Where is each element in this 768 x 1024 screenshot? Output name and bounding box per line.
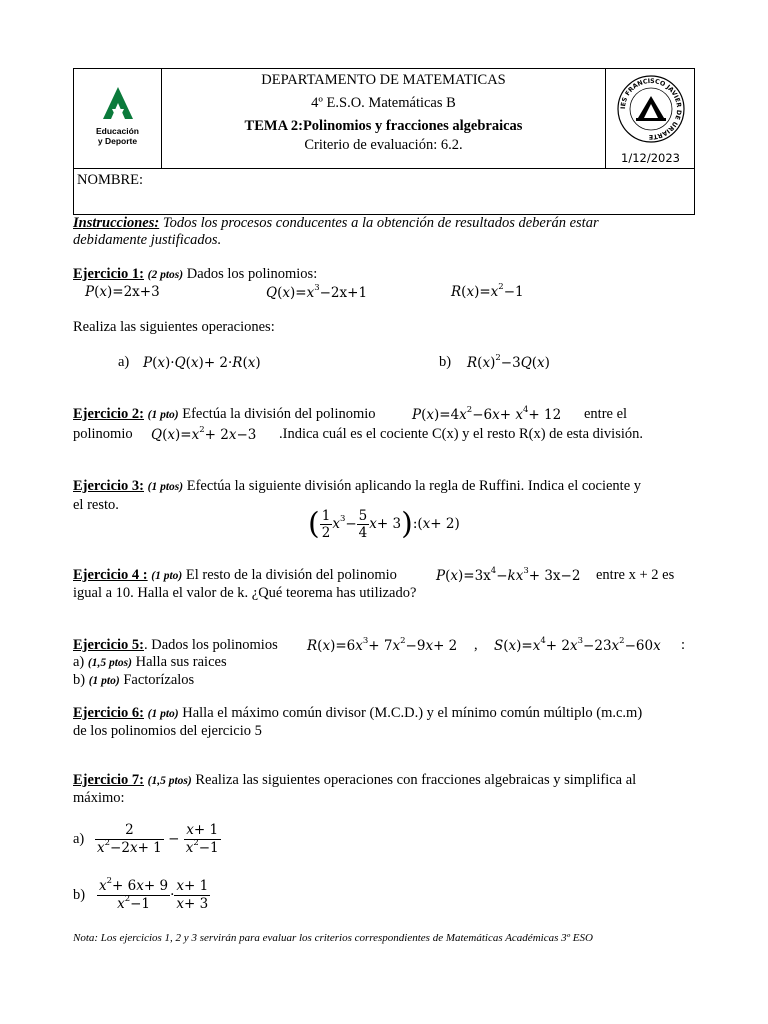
ex7-a-label: a) [73,831,85,847]
instructions [73,215,713,249]
ex7-b-expr: $\frac{x^2+ 6x+ 9}{x^2-1}$ · $\frac{x+ 1}{x+ 3}$ [99,876,209,912]
ex7-text1: Realiza las siguientes operaciones con fracciones algebraicas y simplifica al [191,772,637,788]
ex6-title: Ejercicio 6: [73,705,144,721]
poly-q: $Q(x)=x^3-2x+1$ [266,283,368,301]
logo-line1: Educación [96,126,139,136]
ex2-text3: polinomio [73,426,133,442]
ex1-ops-text: Realiza las siguientes operaciones: [73,319,275,335]
ex2-text4: .Indica cuál es el cociente C(x) y el resto R(x) de esta división. [279,426,643,442]
ex1-text: Dados los polinomios: [183,266,318,282]
ex4-points: (1 pto) [151,570,183,582]
ex2-poly-p: $P(x)=4x^2-6x+ x^4+ 12$ [412,405,562,423]
ex1-heading [73,266,317,283]
junta-logo-icon [103,87,133,119]
ex1-b-label: b) [439,354,452,370]
ex5-a-label: a) [73,654,85,670]
ex1-b-expr: $R(x)^2-3Q(x)$ [467,353,550,371]
divider [74,168,694,169]
ex6-text [73,705,642,740]
ex2-text2: entre el [584,406,628,422]
ex5-end: : [681,637,686,653]
ex1-points: (2 ptos) [147,269,184,281]
topic-title: TEMA 2:Polinomios y fracciones algebraicas [244,118,523,134]
ex2-points: (1 pto) [147,409,179,421]
ex3-title: Ejercicio 3: [73,478,144,494]
junta-logo [74,87,161,146]
course-title: 4º E.S.O. Matemáticas B [311,95,456,111]
ex6-text1: Halla el máximo común divisor (M.C.D.) y el mínimo común múltiplo (m.c.m) [178,705,643,721]
instructions-text2: debidamente justificados. [73,232,222,248]
ex6-points: (1 pto) [147,708,179,720]
ex7-b-label: b) [73,887,86,903]
seal-text: IES FRANCISCO JAVIER DE URIARTE [619,77,682,141]
ex2-text1: Efectúa la división del polinomio [178,406,376,422]
school-seal [606,74,695,149]
ex5-a-text: Halla sus raices [131,654,227,670]
ex3-text2: el resto. [73,497,119,513]
ex4-text3: igual a 10. Halla el valor de k. ¿Qué teorema has utilizado? [73,585,417,601]
ex4-line1 [73,567,397,584]
ex1-title: Ejercicio 1: [73,266,144,282]
instructions-text: Todos los procesos conducentes a la obtención de resultados deberán estar [159,215,599,231]
ex5-b-points: (1 pto) [88,675,120,687]
ex7-text2: máximo: [73,790,125,806]
ex4-text2: entre x + 2 es [596,567,675,583]
ex7-text [73,772,693,807]
ex5-a-points: (1,5 ptos) [87,657,132,669]
ex4-text1: El resto de la división del polinomio [182,567,397,583]
ex5-poly-s: $S(x)=x^4+ 2x^3-23x^2-60x$ [494,636,661,654]
poly-p: P(x)=2x+3 [85,284,160,300]
ex3-points: (1 ptos) [147,481,184,493]
ex2-poly-q: $Q(x)=x^2+ 2x-3$ [151,425,257,443]
ex7-points: (1,5 ptos) [147,775,192,787]
ex3-text1: Efectúa la siguiente división aplicando la regla de Ruffini. Indica el cociente y [183,478,642,494]
ex4-poly: $P(x)=3x^4-kx^3+ 3x-2$ [436,566,581,584]
date-label: 1/12/2023 [621,151,680,165]
header-table [73,68,695,215]
ex2-line1 [73,406,376,423]
ex5-title: Ejercicio 5: [73,637,144,653]
ex5-line1 [73,637,278,654]
ex5-text1: . Dados los polinomios [144,637,278,653]
ex5-parts [73,654,227,690]
ex7-a-expr: $\frac{2}{x^2-2x+ 1}$ − $\frac{x+ 1}{x^2-1}$ [97,822,219,856]
ex1-a-label: a) [118,354,130,370]
ex7-title: Ejercicio 7: [73,772,144,788]
ex1-a-expr: P(x)·Q(x)+ 2·R(x) [143,355,261,371]
ex3-expr: ( $\frac{1}{2}$ $x^3-$ $\frac{5}{4}$ x+ 3):(x+ 2) [308,506,460,542]
ex2-title: Ejercicio 2: [73,406,144,422]
instructions-label: Instrucciones: [73,215,160,231]
ex6-text2: de los polinomios del ejercicio 5 [73,723,262,739]
footer-note: Nota: Los ejercicios 1, 2 y 3 servirán para evaluar los criterios correspondientes de Matemáticas Académicas 3º ESO [73,932,593,944]
ex5-b-text: Factorízalos [119,672,195,688]
name-label: NOMBRE: [77,172,144,188]
criterion-title: Criterio de evaluación: 6.2. [304,137,463,153]
poly-r: $R(x)=x^2-1$ [451,282,524,300]
department-title: DEPARTAMENTO DE MATEMATICAS [261,72,506,88]
ex5-poly-r: $R(x)=6x^3+ 7x^2-9x+ 2$ [307,636,458,654]
logo-line2: y Deporte [97,136,138,146]
ex5-b-label: b) [73,672,86,688]
ex4-title: Ejercicio 4 : [73,567,148,583]
ex5-sep: , [474,637,478,653]
school-seal-icon [616,74,686,144]
